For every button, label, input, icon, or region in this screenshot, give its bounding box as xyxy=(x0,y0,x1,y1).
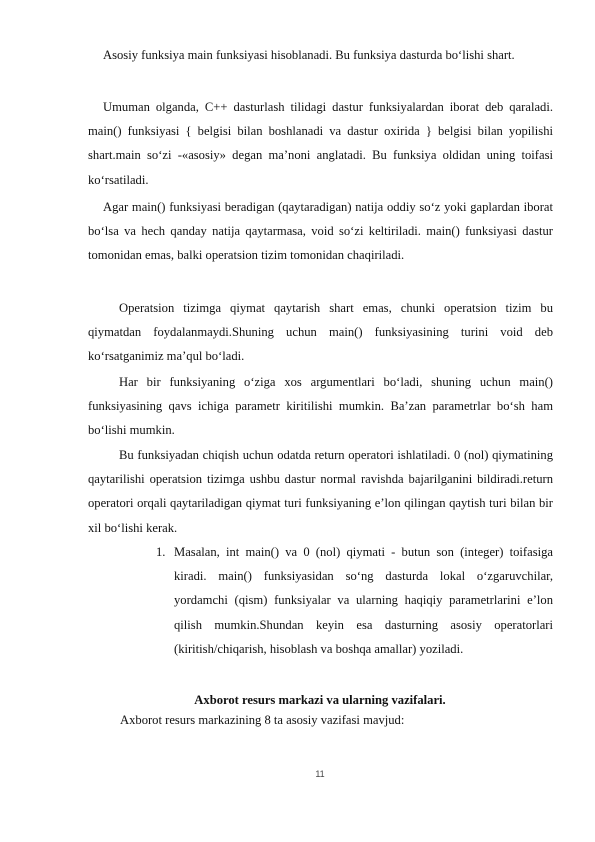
paragraph-return-operator: Bu funksiyadan chiqish uchun odatda return operatori ishlatiladi. 0 (nol) qiymatining qaytarilishi operatsion tizimga ushbu dastur normal ravishda bajarilganini bildiradi.return operatori orqali qaytariladigan qiymat turi funksiyaning e’lon qilingan qaytish turi bilan bir xil bo‘lishi kerak. xyxy=(88,448,553,535)
paragraph-void: Agar main() funksiyasi beradigan (qaytaradigan) natija oddiy so‘z yoki gaplardan iborat bo‘lsa va hech qanday natija qaytarmasa, void so‘zi keltiriladi. main() funksiyasi dastur tomonidan emas, balki operatsion tizim tomonidan chaqiriladi. xyxy=(88,200,553,263)
section-intro: Axborot resurs markazining 8 ta asosiy vazifasi mavjud: xyxy=(120,713,405,727)
paragraph-cpp-functions: Umuman olganda, C++ dasturlash tilidagi dastur funksiyalardan iborat deb qaraladi. main() funksiyasi { belgisi bilan boshlanadi va dastur oxirida } belgisi bilan yopilishi shart.main so‘zi -«asosiy» degan ma’noni anglatadi. Bu funksiya oldidan uning toifasi ko‘rsatiladi. xyxy=(88,100,553,187)
paragraph-os-return: Operatsion tizimga qiymat qaytarish shart emas, chunki operatsion tizim bu qiymatdan foydalanmaydi.Shuning uchun main() funksiyasining turini void deb ko‘rsatganimiz ma’qul bo‘ladi. xyxy=(88,301,553,364)
list-item-number: 1. xyxy=(156,545,166,559)
paragraph-main-function: Asosiy funksiya main funksiyasi hisoblanadi. Bu funksiya dasturda bo‘lishi shart. xyxy=(103,48,515,62)
section-heading: Axborot resurs markazi va ularning vazifalari. xyxy=(194,693,446,707)
list-item-text: Masalan, int main() va 0 (nol) qiymati - butun son (integer) toifasiga kiradi. main() funksiyasidan so‘ng dasturda lokal o‘zgaruvchilar, yordamchi (qism) funksiyalar va ularning haqiqiy parametrlarini e’lon qilish mumkin.Shundan keyin esa dasturning asosiy operatorlari (kiritish/chiqarish, hisoblash va boshqa amallar) yoziladi. xyxy=(174,545,553,656)
numbered-list xyxy=(156,540,553,661)
page-number: 11 xyxy=(315,769,325,779)
paragraph-arguments: Har bir funksiyaning o‘ziga xos argumentlari bo‘ladi, shuning uchun main() funksiyasining qavs ichiga parametr kiritilishi mumkin. Ba’zan parametrlar bo‘sh ham bo‘lishi mumkin. xyxy=(88,375,553,438)
